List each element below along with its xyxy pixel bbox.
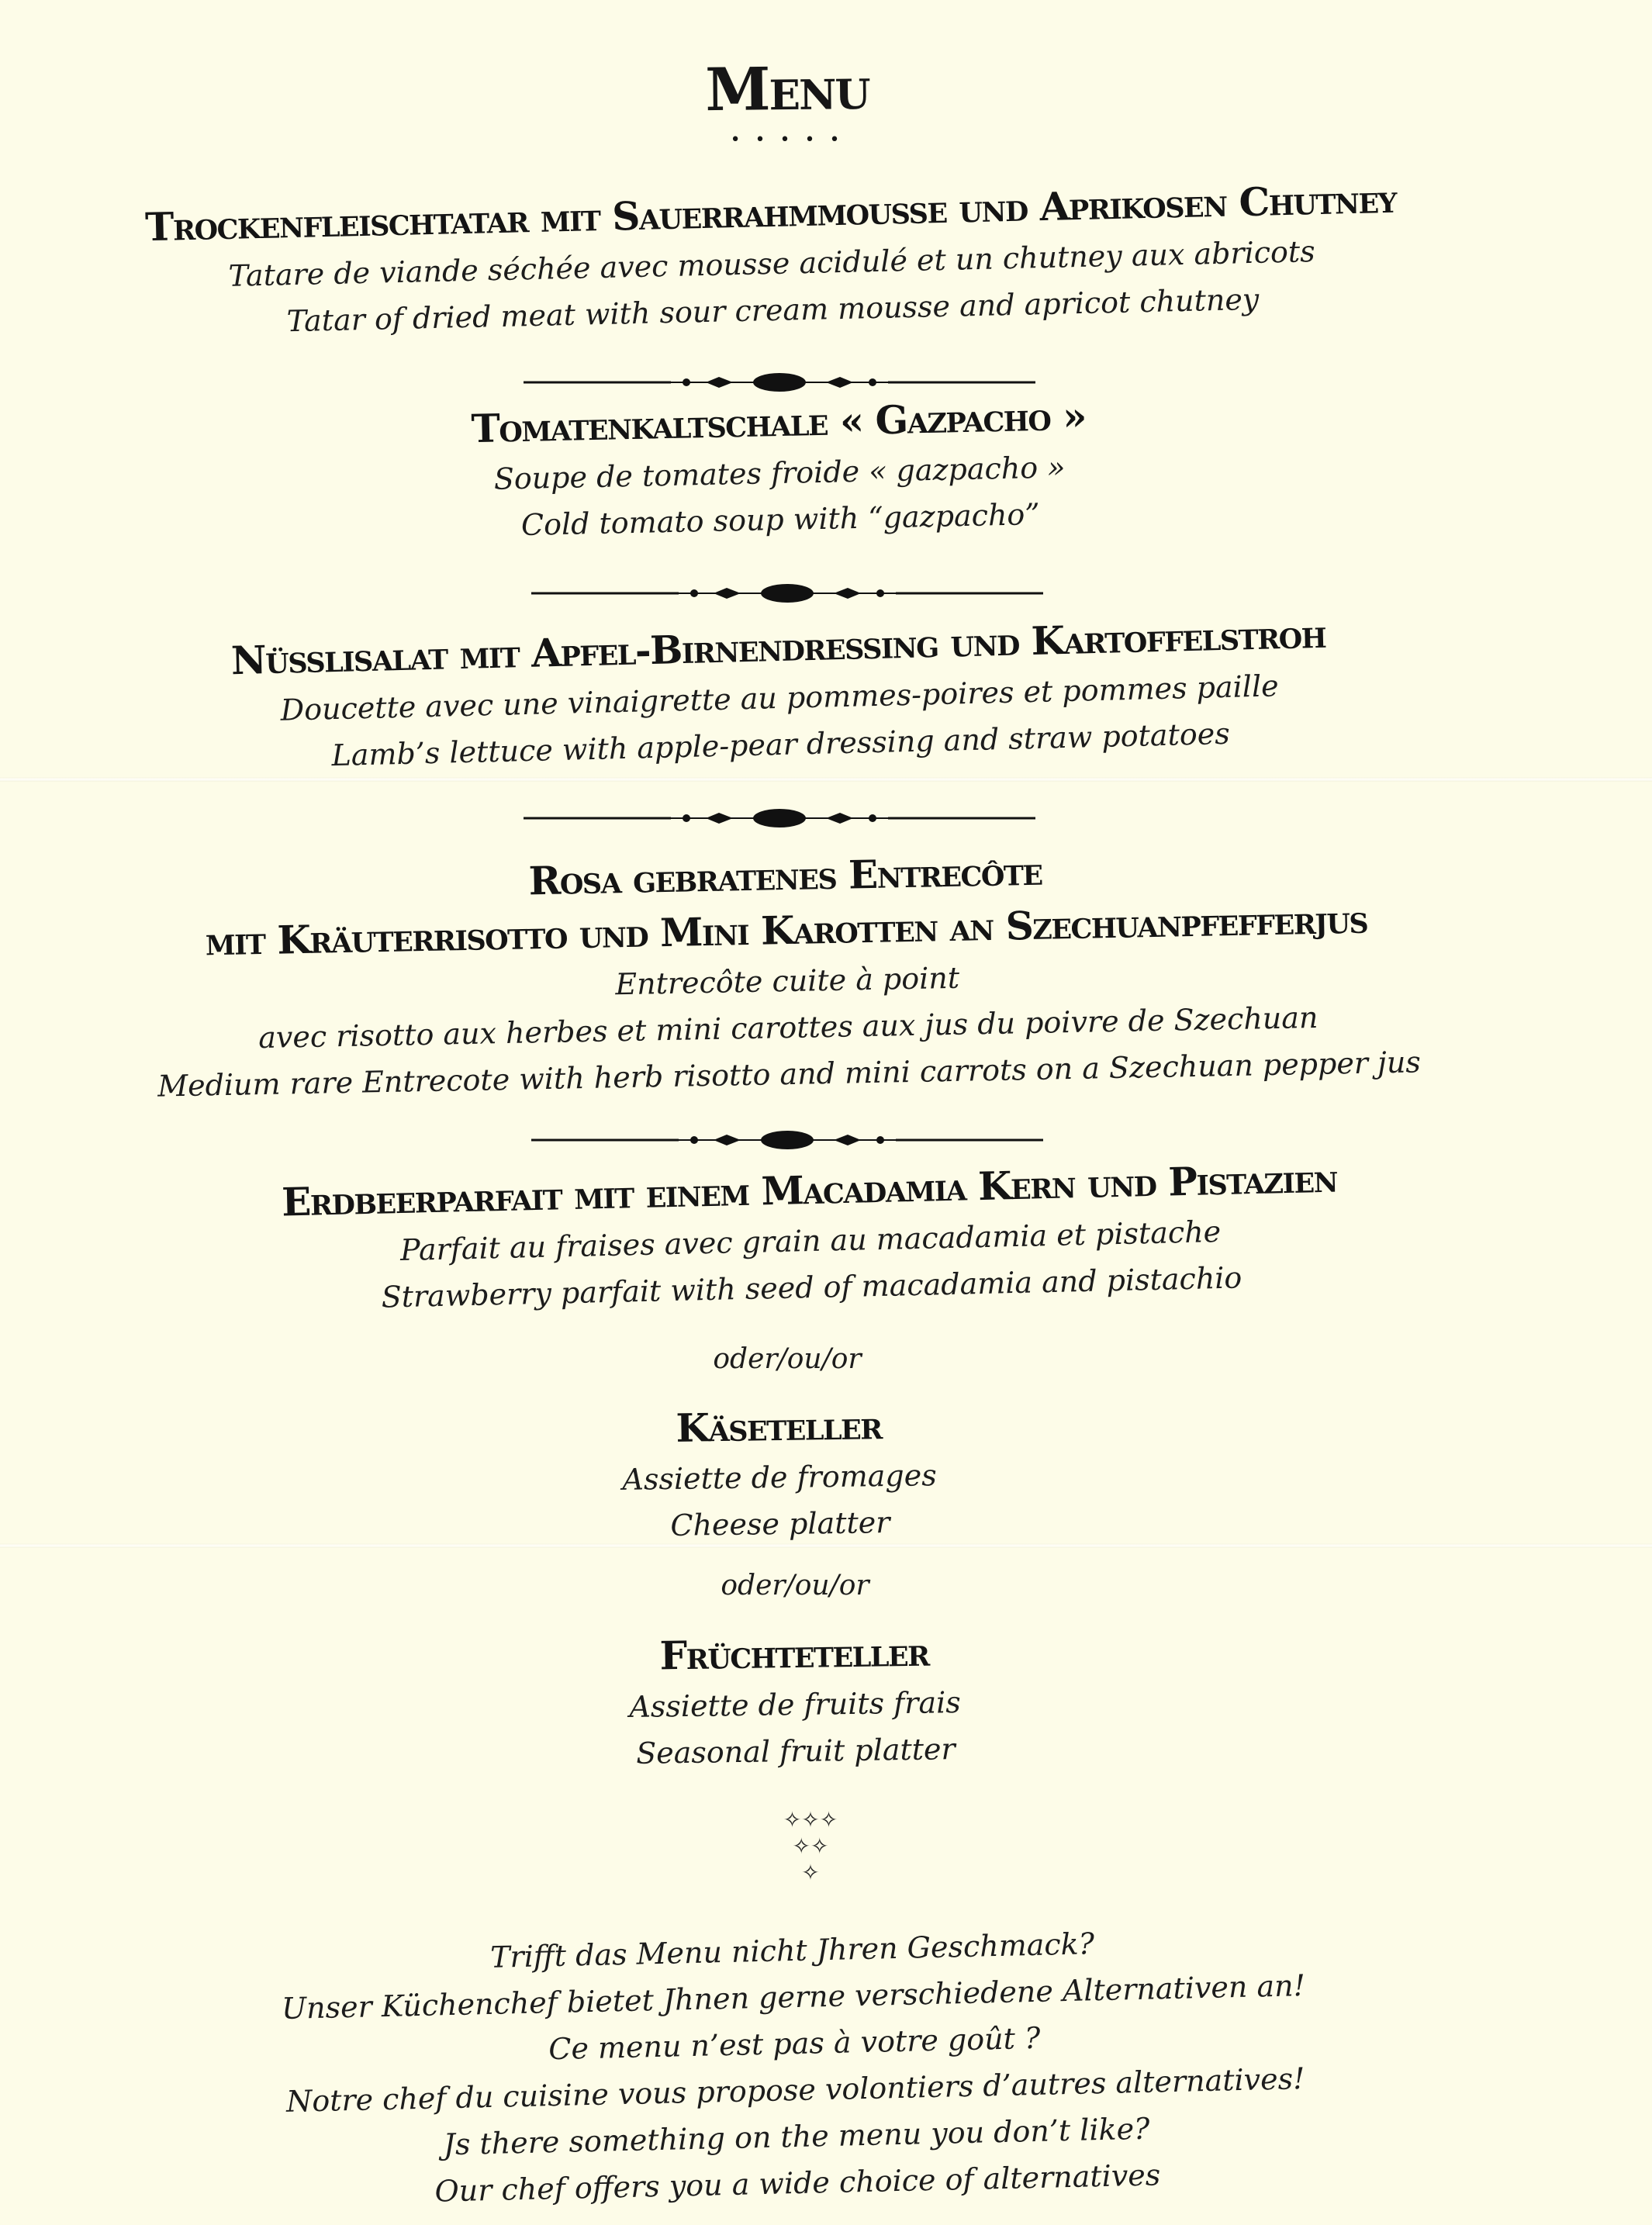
- footer-fr-question: Ce menu n’est pas à votre goût ?: [548, 2020, 1041, 2067]
- course-4: [0, 834, 1616, 1114]
- course-5-french: Parfait au fraises avec grain au macadamia et pistache: [399, 1214, 1222, 1267]
- course-2-german: Tomatenkaltschale « Gazpacho »: [470, 392, 1087, 452]
- footer-en-question: Js there something on the menu you don’t like?: [443, 2111, 1150, 2162]
- cheese-course: [0, 1388, 1606, 1559]
- or-separator: oder/ou/or: [721, 1570, 869, 1601]
- footer-fr-offer: Notre chef du cuisine vous propose volontiers d’autres alternatives!: [285, 2061, 1305, 2119]
- or-separator: oder/ou/or: [713, 1343, 862, 1375]
- course-2-english: Cold tomato soup with “gazpacho”: [520, 496, 1041, 542]
- sparkle-icon: ✧: [801, 1860, 820, 1885]
- ornament-divider: [0, 582, 1613, 605]
- course-2-french: Soupe de tomates froide « gazpacho »: [493, 450, 1066, 496]
- footer-de-offer: Unser Küchenchef bietet Jhnen gerne verschiedene Alternativen an!: [281, 1968, 1306, 2026]
- cheese-french: Assiette de fromages: [622, 1458, 937, 1497]
- course-4-english: Medium rare Entrecote with herb risotto and mini carrots on a Szechuan pepper jus: [157, 1045, 1422, 1104]
- cheese-german: Käseteller: [676, 1402, 883, 1451]
- course-1-german: Trockenfleischtatar mit Sauerrahmmousse und Aprikosen Chutney: [144, 175, 1397, 250]
- course-2: [0, 378, 1607, 561]
- fruit-french: Assiette de fruits frais: [629, 1685, 962, 1724]
- course-5: [0, 1145, 1638, 1329]
- course-1-french: Tatare de viande séchée avec mousse acidulé et un chutney aux abricots: [228, 234, 1316, 293]
- course-5-english: Strawberry parfait with seed of macadamia and pistachio: [381, 1260, 1242, 1315]
- fish-ornament: • • • • •: [730, 130, 845, 150]
- ornament-divider: [0, 1128, 1613, 1152]
- course-3: [0, 600, 1607, 788]
- footer-note: [0, 1909, 1624, 2225]
- course-5-german: Erdbeerparfait mit einem Macadamia Kern und Pistazien: [281, 1155, 1338, 1225]
- footer-en-offer: Our chef offers you a wide choice of alternatives: [434, 2158, 1161, 2209]
- menu-title: Menu: [704, 53, 870, 125]
- sparkle-icon: ✧✧✧: [783, 1807, 838, 1833]
- course-1: [0, 168, 1599, 352]
- course-3-german: Nüsslisalat mit Apfel-Birnendressing und Kartoffelstroh: [230, 610, 1326, 684]
- course-1-english: Tatar of dried meat with sour cream mousse and apricot chutney: [286, 282, 1260, 339]
- star-ornament: [0, 1807, 1636, 1886]
- footer-de-question: Trifft das Menu nicht Jhren Geschmack?: [489, 1926, 1095, 1975]
- fruit-german: Früchteteller: [659, 1629, 930, 1679]
- ornament-divider: [0, 807, 1605, 830]
- course-4-french-line1: Entrecôte cuite à point: [614, 960, 960, 1002]
- course-3-english: Lamb’s lettuce with apple-pear dressing and straw potatoes: [331, 716, 1231, 773]
- course-4-german-line2: mit Kräuterrisotto und Mini Karotten an Szechuanpfefferjus: [205, 896, 1368, 965]
- fruit-course: [0, 1615, 1622, 1786]
- cheese-english: Cheese platter: [670, 1505, 890, 1543]
- fruit-english: Seasonal fruit platter: [635, 1732, 956, 1771]
- course-3-french: Doucette avec une vinaigrette au pommes-poires et pommes paille: [280, 669, 1280, 727]
- course-4-french-line2: avec risotto aux herbes et mini carottes aux jus du poivre de Szechuan: [257, 1000, 1318, 1055]
- sparkle-icon: ✧✧: [792, 1833, 829, 1859]
- course-4-german-line1: Rosa gebratenes Entrecôte: [528, 848, 1043, 904]
